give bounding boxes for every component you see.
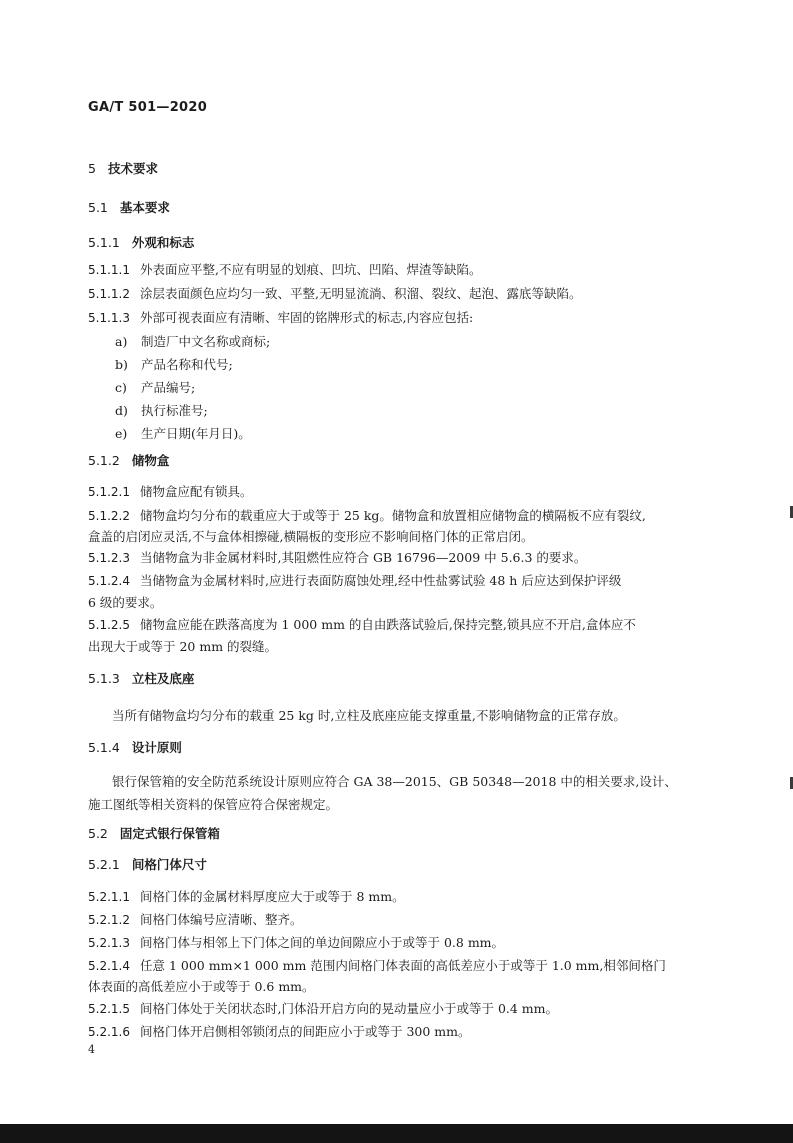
clause-5-1-1-3: 5.1.1.3 外部可视表面应有清晰、牢固的铭牌形式的标志,内容应包括:	[88, 310, 474, 325]
heading-5-2-1: 5.2.1 间格门体尺寸	[88, 857, 207, 872]
clause-5-1-2-4-continued: 6 级的要求。	[88, 595, 163, 610]
clause-5-2-1-4-continued: 体表面的高低差应小于或等于 0.6 mm。	[88, 979, 315, 994]
clause-5-1-1-1: 5.1.1.1 外表面应平整,不应有明显的划痕、凹坑、凹陷、焊渣等缺陷。	[88, 262, 482, 277]
clause-5-2-1-4: 5.2.1.4 任意 1 000 mm×1 000 mm 范围内间格门体表面的高低差应小于或等于 1.0 mm,相邻间格门	[88, 958, 666, 973]
clause-5-1-3-body: 当所有储物盒均匀分布的载重 25 kg 时,立柱及底座应能支撑重量,不影响储物盒的正常存放。	[112, 708, 626, 723]
clause-5-2-1-6: 5.2.1.6 间格门体开启侧相邻锁闭点的间距应小于或等于 300 mm。	[88, 1024, 471, 1039]
page-number: 4	[88, 1043, 95, 1056]
heading-5-1-1: 5.1.1 外观和标志	[88, 235, 195, 250]
clause-5-1-1-2: 5.1.1.2 涂层表面颜色应均匀一致、平整,无明显流淌、积溜、裂纹、起泡、露底等缺陷。	[88, 286, 582, 301]
clause-5-2-1-3: 5.2.1.3 间格门体与相邻上下门体之间的单边间隙应小于或等于 0.8 mm。	[88, 935, 505, 950]
list-item-b: b) 产品名称和代号;	[115, 357, 233, 372]
clause-5-1-4-continued: 施工图纸等相关资料的保管应符合保密规定。	[88, 797, 339, 812]
clause-5-1-2-1: 5.1.2.1 储物盒应配有锁具。	[88, 484, 253, 499]
clause-5-1-2-5-continued: 出现大于或等于 20 mm 的裂缝。	[88, 639, 278, 654]
list-item-d: d) 执行标准号;	[115, 403, 208, 418]
clause-5-1-2-2-continued: 盒盖的启闭应灵活,不与盒体相擦碰,横隔板的变形应不影响间格门体的正常启闭。	[88, 529, 534, 544]
standard-code: GA/T 501—2020	[88, 100, 208, 115]
clause-5-1-2-4: 5.1.2.4 当储物盒为金属材料时,应进行表面防腐蚀处理,经中性盐雾试验 48 h 后应达到保护评级	[88, 573, 622, 588]
heading-5-1-3: 5.1.3 立柱及底座	[88, 671, 195, 686]
list-item-c: c) 产品编号;	[115, 380, 196, 395]
clause-5-2-1-5: 5.2.1.5 间格门体处于关闭状态时,门体沿开启方向的晃动量应小于或等于 0.4 mm。	[88, 1001, 559, 1016]
heading-5: 5 技术要求	[88, 161, 158, 176]
clause-5-2-1-2: 5.2.1.2 间格门体编号应清晰、整齐。	[88, 912, 303, 927]
scan-bottom-band	[0, 1124, 793, 1143]
clause-5-1-4-body: 银行保管箱的安全防范系统设计原则应符合 GA 38—2015、GB 50348—2018 中的相关要求,设计、	[112, 774, 677, 789]
list-item-a: a) 制造厂中文名称或商标;	[115, 334, 271, 349]
clause-5-1-2-5: 5.1.2.5 储物盒应能在跌落高度为 1 000 mm 的自由跌落试验后,保持完整,锁具应不开启,盒体应不	[88, 617, 636, 632]
clause-5-2-1-1: 5.2.1.1 间格门体的金属材料厚度应大于或等于 8 mm。	[88, 889, 405, 904]
clause-5-1-2-3: 5.1.2.3 当储物盒为非金属材料时,其阻燃性应符合 GB 16796—2009 中 5.6.3 的要求。	[88, 550, 587, 565]
list-item-e: e) 生产日期(年月日)。	[115, 426, 251, 441]
heading-5-2: 5.2 固定式银行保管箱	[88, 826, 220, 841]
clause-5-1-2-2: 5.1.2.2 储物盒均匀分布的载重应大于或等于 25 kg。储物盒和放置相应储物盒的横隔板不应有裂纹,	[88, 508, 646, 523]
heading-5-1: 5.1 基本要求	[88, 200, 170, 215]
heading-5-1-4: 5.1.4 设计原则	[88, 740, 182, 755]
heading-5-1-2: 5.1.2 储物盒	[88, 453, 170, 468]
